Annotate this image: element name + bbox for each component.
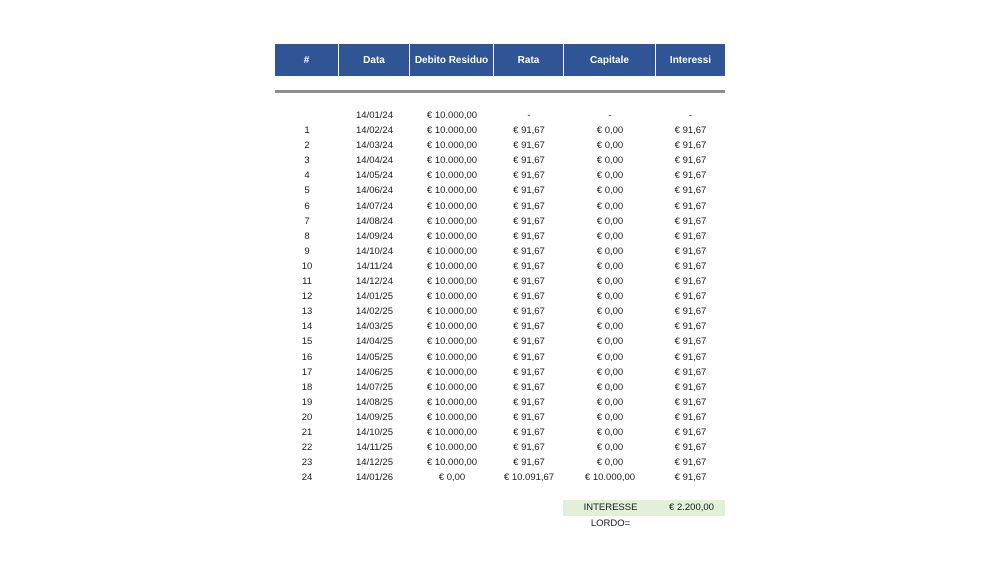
row-date: 14/12/24 <box>356 276 393 288</box>
row-number: 17 <box>301 366 313 378</box>
row-capitale: € 0,00 <box>596 442 624 454</box>
table-row <box>275 440 725 455</box>
row-number: 5 <box>304 185 310 197</box>
row-date: 14/04/25 <box>356 336 393 348</box>
row-number: 6 <box>304 200 310 212</box>
row-rata: € 91,67 <box>513 336 545 348</box>
row-number <box>275 108 339 123</box>
row-capitale: € 0,00 <box>596 155 624 167</box>
row-interessi: € 91,67 <box>674 230 707 242</box>
row-capitale: € 0,00 <box>596 457 624 469</box>
row-interessi: € 91,67 <box>674 260 707 272</box>
row-interessi: € 91,67 <box>674 321 707 333</box>
row-rata: € 91,67 <box>513 411 545 423</box>
row-debito-residuo: € 10.000,00 <box>426 351 478 363</box>
row-number: 9 <box>304 245 310 257</box>
row-date: 14/04/24 <box>356 155 393 167</box>
row-interessi: € 91,67 <box>674 426 707 438</box>
row-capitale: € 0,00 <box>596 306 624 318</box>
row-debito-residuo: € 10.000,00 <box>426 321 478 333</box>
table-row <box>275 470 725 485</box>
table-row <box>275 183 725 198</box>
row-date: 14/01/25 <box>356 291 393 303</box>
summary-value: € 2.200,00 <box>669 502 714 513</box>
row-debito-residuo: € 0,00 <box>438 472 466 484</box>
amortization-table <box>275 44 725 529</box>
row-interessi: € 91,67 <box>674 140 707 152</box>
table-row <box>275 123 725 138</box>
row-capitale: € 0,00 <box>596 245 624 257</box>
row-rata: € 91,67 <box>513 260 545 272</box>
row-interessi: € 91,67 <box>674 411 707 423</box>
row-rata: € 91,67 <box>513 140 545 152</box>
table-row <box>275 153 725 168</box>
row-debito-residuo: € 10.000,00 <box>426 457 478 469</box>
row-debito-residuo: € 10.000,00 <box>426 260 478 272</box>
row-interessi: - <box>688 110 693 121</box>
row-debito-residuo: € 10.000,00 <box>426 245 478 257</box>
row-rata: € 91,67 <box>513 170 545 182</box>
row-date: 14/01/24 <box>356 110 393 121</box>
row-interessi: € 91,67 <box>674 291 707 303</box>
row-capitale: € 0,00 <box>596 411 624 423</box>
table-row <box>275 380 725 395</box>
row-rata: € 91,67 <box>513 381 545 393</box>
row-date: 14/11/24 <box>356 260 393 272</box>
table-row <box>275 259 725 274</box>
row-date: 14/02/24 <box>356 125 393 137</box>
row-rata: € 91,67 <box>513 291 545 303</box>
row-date: 14/11/25 <box>356 442 393 454</box>
row-capitale: € 0,00 <box>596 336 624 348</box>
row-debito-residuo: € 10.000,00 <box>426 200 478 212</box>
table-row <box>275 350 725 365</box>
row-number: 11 <box>302 276 312 288</box>
row-number: 21 <box>301 426 313 438</box>
row-date: 14/08/25 <box>356 396 393 408</box>
row-capitale: € 0,00 <box>596 230 624 242</box>
row-rata: € 91,67 <box>513 276 545 288</box>
row-capitale: € 0,00 <box>596 170 624 182</box>
row-number: 19 <box>301 396 313 408</box>
row-number: 18 <box>301 381 313 393</box>
row-number: 10 <box>301 260 313 272</box>
row-interessi: € 91,67 <box>674 336 707 348</box>
row-capitale: € 0,00 <box>596 276 624 288</box>
header-interessi: Interessi <box>669 54 712 66</box>
row-rata: € 91,67 <box>513 366 545 378</box>
row-capitale: € 0,00 <box>596 140 624 152</box>
row-number: 8 <box>304 230 310 242</box>
table-row <box>275 289 725 304</box>
row-rata: - <box>527 110 531 121</box>
summary-box <box>563 500 725 529</box>
row-number: 12 <box>301 291 313 303</box>
table-row <box>275 168 725 183</box>
header-number: # <box>275 44 339 76</box>
table-row <box>275 455 725 470</box>
row-debito-residuo: € 10.000,00 <box>426 230 478 242</box>
row-capitale: € 0,00 <box>596 381 624 393</box>
row-interessi: € 91,67 <box>674 396 707 408</box>
row-date: 14/08/24 <box>356 215 393 227</box>
row-date: 14/05/25 <box>356 351 393 363</box>
row-rata: € 91,67 <box>513 396 545 408</box>
row-interessi: € 91,67 <box>674 215 707 227</box>
row-debito-residuo: € 10.000,00 <box>426 411 478 423</box>
row-date: 14/03/24 <box>356 140 393 152</box>
row-number: 22 <box>301 442 313 454</box>
header-rata: Rata <box>494 44 564 76</box>
table-body <box>275 108 725 485</box>
row-date: 14/09/24 <box>356 230 393 242</box>
row-debito-residuo: € 10.000,00 <box>426 276 478 288</box>
row-date: 14/07/24 <box>356 200 393 212</box>
table-row <box>275 319 725 334</box>
summary-label: INTERESSE LORDO= <box>583 502 638 529</box>
row-interessi: € 91,67 <box>674 381 707 393</box>
row-rata: € 91,67 <box>513 155 545 167</box>
row-rata: € 91,67 <box>513 321 545 333</box>
row-capitale: € 10.000,00 <box>584 472 636 484</box>
row-date: 14/05/24 <box>356 170 393 182</box>
row-capitale: € 0,00 <box>596 260 624 272</box>
header-capitale: Capitale <box>564 44 656 76</box>
row-capitale: € 0,00 <box>596 200 624 212</box>
row-rata: € 91,67 <box>513 185 545 197</box>
row-debito-residuo: € 10.000,00 <box>426 185 478 197</box>
row-capitale: - <box>608 110 612 121</box>
row-interessi: € 91,67 <box>674 276 707 288</box>
row-date: 14/10/25 <box>356 426 393 438</box>
row-capitale: € 0,00 <box>596 321 624 333</box>
table-row <box>275 244 725 259</box>
row-rata: € 91,67 <box>513 306 545 318</box>
table-row <box>275 365 725 380</box>
row-capitale: € 0,00 <box>596 426 624 438</box>
row-date: 14/06/24 <box>356 185 393 197</box>
row-number: 1 <box>304 125 310 137</box>
row-interessi: € 91,67 <box>674 125 707 137</box>
row-rata: € 91,67 <box>513 200 545 212</box>
row-rata: € 91,67 <box>513 245 545 257</box>
row-rata: € 91,67 <box>513 457 545 469</box>
table-row <box>275 274 725 289</box>
row-rata: € 91,67 <box>513 230 545 242</box>
row-debito-residuo: € 10.000,00 <box>426 306 478 318</box>
row-debito-residuo: € 10.000,00 <box>426 125 478 137</box>
row-number: 23 <box>301 457 313 469</box>
row-interessi: € 91,67 <box>674 351 707 363</box>
row-interessi: € 91,67 <box>674 306 707 318</box>
row-number: 2 <box>304 140 310 152</box>
row-rata: € 91,67 <box>513 125 545 137</box>
row-number: 13 <box>301 306 313 318</box>
table-header <box>275 44 725 76</box>
row-interessi: € 91,67 <box>674 170 707 182</box>
header-debito-residuo: Debito Residuo <box>410 44 494 76</box>
row-date: 14/12/25 <box>356 457 393 469</box>
header-data: Data <box>339 44 410 76</box>
row-interessi: € 91,67 <box>674 155 707 167</box>
table-row <box>275 199 725 214</box>
table-row <box>275 410 725 425</box>
row-debito-residuo: € 10.000,00 <box>426 170 478 182</box>
row-number: 20 <box>301 411 313 423</box>
row-date: 14/02/25 <box>356 306 393 318</box>
row-date: 14/03/25 <box>356 321 393 333</box>
row-rata: € 10.091,67 <box>503 472 555 484</box>
row-rata: € 91,67 <box>513 351 545 363</box>
row-capitale: € 0,00 <box>596 125 624 137</box>
row-capitale: € 0,00 <box>596 185 624 197</box>
row-debito-residuo: € 10.000,00 <box>426 140 478 152</box>
table-row <box>275 214 725 229</box>
row-date: 14/07/25 <box>356 381 393 393</box>
row-interessi: € 91,67 <box>674 442 707 454</box>
row-date: 14/01/26 <box>356 472 393 484</box>
table-row <box>275 229 725 244</box>
row-rata: € 91,67 <box>513 215 545 227</box>
table-row <box>275 304 725 319</box>
table-row <box>275 108 725 123</box>
row-debito-residuo: € 10.000,00 <box>426 442 478 454</box>
header-divider <box>275 90 725 93</box>
row-debito-residuo: € 10.000,00 <box>426 155 478 167</box>
row-interessi: € 91,67 <box>674 245 707 257</box>
table-row <box>275 334 725 349</box>
table-row <box>275 138 725 153</box>
row-debito-residuo: € 10.000,00 <box>426 426 478 438</box>
row-date: 14/10/24 <box>356 245 393 257</box>
row-interessi: € 91,67 <box>674 200 707 212</box>
row-number: 7 <box>304 215 310 227</box>
row-number: 15 <box>301 336 313 348</box>
row-number: 16 <box>301 351 313 363</box>
row-interessi: € 91,67 <box>674 185 707 197</box>
row-capitale: € 0,00 <box>596 291 624 303</box>
row-interessi: € 91,67 <box>674 472 707 484</box>
row-interessi: € 91,67 <box>674 366 707 378</box>
row-number: 14 <box>301 321 313 333</box>
row-debito-residuo: € 10.000,00 <box>426 366 478 378</box>
table-row <box>275 425 725 440</box>
row-capitale: € 0,00 <box>596 396 624 408</box>
row-number: 4 <box>304 170 310 182</box>
row-debito-residuo: € 10.000,00 <box>426 215 478 227</box>
row-capitale: € 0,00 <box>596 366 624 378</box>
row-debito-residuo: € 10.000,00 <box>426 110 478 121</box>
row-debito-residuo: € 10.000,00 <box>426 396 478 408</box>
row-date: 14/09/25 <box>356 411 393 423</box>
row-interessi: € 91,67 <box>674 457 707 469</box>
row-debito-residuo: € 10.000,00 <box>426 381 478 393</box>
table-row <box>275 395 725 410</box>
row-rata: € 91,67 <box>513 442 545 454</box>
row-capitale: € 0,00 <box>596 215 624 227</box>
row-debito-residuo: € 10.000,00 <box>426 291 478 303</box>
row-number: 24 <box>301 472 313 484</box>
row-capitale: € 0,00 <box>596 351 624 363</box>
row-date: 14/06/25 <box>356 366 393 378</box>
row-debito-residuo: € 10.000,00 <box>426 336 478 348</box>
row-number: 3 <box>304 155 310 167</box>
row-rata: € 91,67 <box>513 426 545 438</box>
